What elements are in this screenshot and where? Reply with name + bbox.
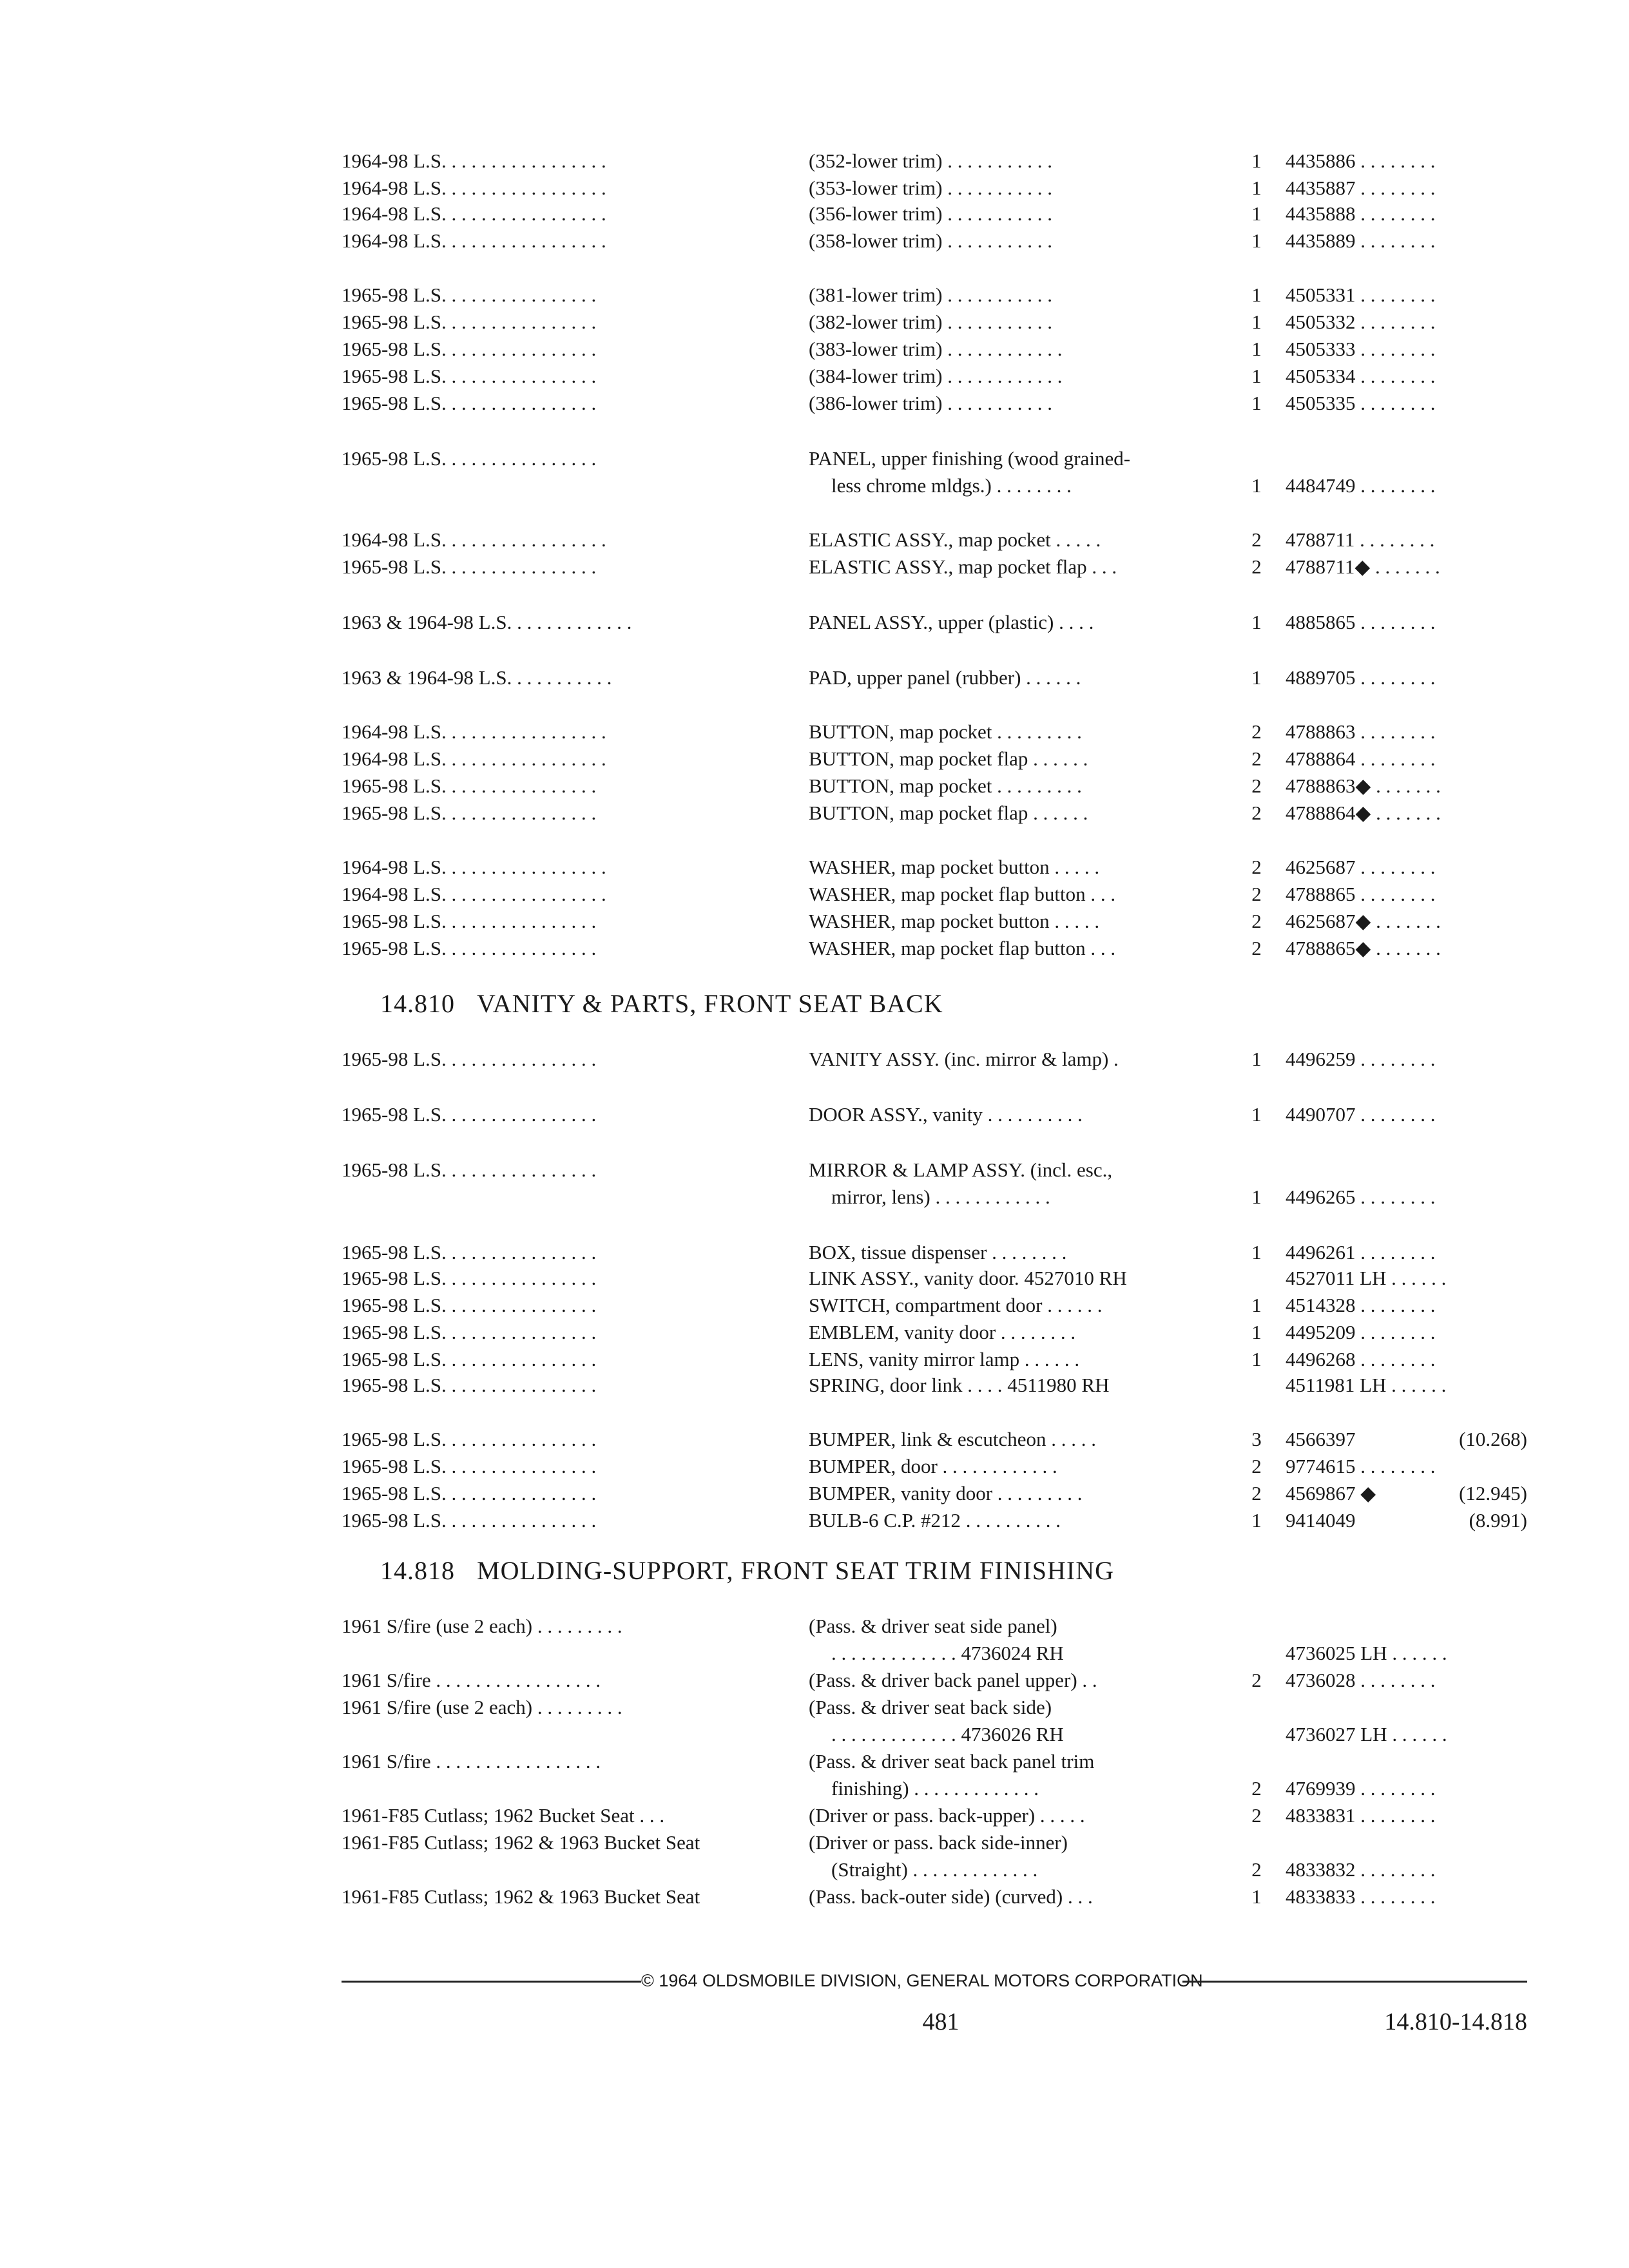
model-application: 1965-98 L.S. . . . . . . . . . . . . . . . [342,311,597,333]
model-application: 1961-F85 Cutlass; 1962 & 1963 Bucket Seat [342,1885,700,1908]
model-application: 1964-98 L.S. . . . . . . . . . . . . . . . . [342,528,606,551]
part-number: 4889705 . . . . . . . . [1286,666,1436,689]
part-number: 9414049 [1286,1509,1356,1532]
part-number: 4788864◆ . . . . . . . [1286,802,1441,824]
part-number: 4505335 . . . . . . . . [1286,392,1436,414]
model-application: 1961-F85 Cutlass; 1962 & 1963 Bucket Seat [342,1831,700,1854]
model-application: 1965-98 L.S. . . . . . . . . . . . . . . . [342,1482,597,1504]
model-application: 1965-98 L.S. . . . . . . . . . . . . . . . [342,1455,597,1477]
catalog-row [342,799,1527,827]
quantity: 2 [1251,1455,1262,1477]
part-description: WASHER, map pocket button . . . . . [809,856,1100,878]
catalog-row [342,718,1527,746]
part-description: WASHER, map pocket button . . . . . [809,910,1100,932]
part-number: 4527011 LH . . . . . . [1286,1267,1447,1289]
catalog-row [342,389,1527,418]
quantity: 1 [1251,149,1262,172]
part-number: 4496259 . . . . . . . . [1286,1048,1436,1070]
part-description: WASHER, map pocket flap button . . . [809,937,1116,959]
part-description: (Driver or pass. back-upper) . . . . . [809,1804,1085,1827]
reference-note: (8.991) [1469,1509,1527,1532]
catalog-row [342,1264,1527,1293]
model-application: 1965-98 L.S. . . . . . . . . . . . . . . . [342,1348,597,1370]
catalog-row [342,1506,1527,1535]
catalog-row [342,772,1527,800]
part-description: (352-lower trim) . . . . . . . . . . . [809,149,1052,172]
quantity: 1 [1251,1294,1262,1316]
catalog-row [342,1371,1527,1399]
part-description: PANEL, upper finishing (wood grained- [809,447,1131,470]
model-application: 1965-98 L.S. . . . . . . . . . . . . . . . [342,1294,597,1316]
part-number: 4496265 . . . . . . . . [1286,1186,1436,1208]
quantity: 2 [1251,910,1262,932]
model-application: 1965-98 L.S. . . . . . . . . . . . . . . . [342,1428,597,1450]
model-application: 1965-98 L.S. . . . . . . . . . . . . . . . [342,1374,597,1396]
part-description: (Driver or pass. back side-inner) [809,1831,1068,1854]
part-description: VANITY ASSY. (inc. mirror & lamp) . [809,1048,1119,1070]
part-description: (Pass. & driver back panel upper) . . [809,1669,1097,1691]
model-application: 1965-98 L.S. . . . . . . . . . . . . . . . [342,1241,597,1264]
model-application: 1965-98 L.S. . . . . . . . . . . . . . . . [342,338,597,360]
catalog-row [342,1100,1527,1129]
model-application: 1961 S/fire (use 2 each) . . . . . . . . . [342,1696,622,1718]
model-application: 1965-98 L.S. . . . . . . . . . . . . . . . [342,1103,597,1126]
catalog-row [342,227,1527,255]
part-description: BOX, tissue dispenser . . . . . . . . [809,1241,1067,1264]
section-title: VANITY & PARTS, FRONT SEAT BACK [477,989,943,1018]
part-number: 4625687◆ . . . . . . . [1286,910,1441,932]
catalog-row [342,1883,1527,1911]
quantity: 1 [1251,611,1262,633]
model-application: 1965-98 L.S. . . . . . . . . . . . . . . . [342,447,597,470]
catalog-row [342,526,1527,554]
part-description: (356-lower trim) . . . . . . . . . . . [809,202,1052,225]
part-number: 4736027 LH . . . . . . [1286,1723,1447,1745]
footer-rule-left [342,1981,641,1983]
model-application: 1963 & 1964-98 L.S. . . . . . . . . . . [342,666,612,689]
catalog-row [342,880,1527,908]
page-number: 481 [922,2008,959,2035]
model-application: 1964-98 L.S. . . . . . . . . . . . . . . . . [342,177,606,199]
section-range: 14.810-14.818 [1384,2008,1527,2035]
quantity: 2 [1251,883,1262,905]
model-application: 1965-98 L.S. . . . . . . . . . . . . . . . [342,1267,597,1289]
part-number: 4788865 . . . . . . . . [1286,883,1436,905]
model-application: 1965-98 L.S. . . . . . . . . . . . . . . . [342,1158,597,1181]
part-number: 4496261 . . . . . . . . [1286,1241,1436,1264]
part-description: PAD, upper panel (rubber) . . . . . . [809,666,1081,689]
part-description: ELASTIC ASSY., map pocket . . . . . [809,528,1101,551]
model-application: 1961 S/fire . . . . . . . . . . . . . . . . . [342,1750,601,1773]
part-number: 4769939 . . . . . . . . [1286,1777,1436,1800]
section-number: 14.818 [380,1556,455,1585]
part-number: 4833833 . . . . . . . . [1286,1885,1436,1908]
model-application: 1965-98 L.S. . . . . . . . . . . . . . . . [342,1321,597,1343]
catalog-row [342,1238,1527,1267]
quantity: 1 [1251,392,1262,414]
model-application: 1964-98 L.S. . . . . . . . . . . . . . . . . [342,202,606,225]
quantity: 1 [1251,1509,1262,1532]
quantity: 1 [1251,202,1262,225]
quantity: 1 [1251,1348,1262,1370]
quantity: 2 [1251,1804,1262,1827]
part-description: (Straight) . . . . . . . . . . . . . [831,1858,1038,1881]
catalog-row [342,147,1527,175]
quantity: 2 [1251,1482,1262,1504]
part-description: PANEL ASSY., upper (plastic) . . . . [809,611,1094,633]
part-description: ELASTIC ASSY., map pocket flap . . . [809,555,1117,578]
part-description: (383-lower trim) . . . . . . . . . . . . [809,338,1063,360]
model-application: 1964-98 L.S. . . . . . . . . . . . . . . . . [342,747,606,770]
part-description: BUMPER, vanity door . . . . . . . . . [809,1482,1083,1504]
part-number: 4885865 . . . . . . . . [1286,611,1436,633]
catalog-row [342,853,1527,881]
part-number: 4435886 . . . . . . . . [1286,149,1436,172]
catalog-row [342,1479,1527,1508]
part-number: 4788864 . . . . . . . . [1286,747,1436,770]
quantity: 3 [1251,1428,1262,1450]
quantity: 1 [1251,1321,1262,1343]
part-description: (353-lower trim) . . . . . . . . . . . [809,177,1052,199]
catalog-row [342,1747,1527,1776]
catalog-row [342,200,1527,228]
copyright-notice: © 1964 OLDSMOBILE DIVISION, GENERAL MOTORS CORPORATION [641,1971,1203,1990]
part-description: SWITCH, compartment door . . . . . . [809,1294,1103,1316]
part-description: BUTTON, map pocket . . . . . . . . . [809,774,1082,797]
catalog-row [342,335,1527,363]
catalog-row [342,1639,1527,1667]
quantity: 1 [1251,284,1262,306]
quantity: 2 [1251,720,1262,743]
model-application: 1965-98 L.S. . . . . . . . . . . . . . . . [342,802,597,824]
quantity: 2 [1251,528,1262,551]
part-number: 4435887 . . . . . . . . [1286,177,1436,199]
part-description: BUTTON, map pocket flap . . . . . . [809,747,1088,770]
part-description: (Pass. & driver seat side panel) [809,1615,1057,1637]
part-number: 4788865◆ . . . . . . . [1286,937,1441,959]
part-number: 4484749 . . . . . . . . [1286,474,1436,497]
model-application: 1964-98 L.S. . . . . . . . . . . . . . . . . [342,883,606,905]
catalog-row [342,1291,1527,1320]
quantity: 2 [1251,1858,1262,1881]
quantity: 1 [1251,311,1262,333]
catalog-row [342,472,1527,500]
quantity: 1 [1251,1103,1262,1126]
model-application: 1965-98 L.S. . . . . . . . . . . . . . . . [342,555,597,578]
part-description: (381-lower trim) . . . . . . . . . . . [809,284,1052,306]
quantity: 2 [1251,856,1262,878]
part-number: 4435888 . . . . . . . . [1286,202,1436,225]
quantity: 2 [1251,1777,1262,1800]
catalog-row [342,308,1527,336]
part-number: 4736028 . . . . . . . . [1286,1669,1436,1691]
footer-rule-right [1182,1981,1527,1983]
catalog-row [342,1045,1527,1073]
catalog-row [342,1829,1527,1857]
part-description: EMBLEM, vanity door . . . . . . . . [809,1321,1076,1343]
part-description: less chrome mldgs.) . . . . . . . . [831,474,1072,497]
model-application: 1965-98 L.S. . . . . . . . . . . . . . . . [342,937,597,959]
part-number: 4788711 . . . . . . . . [1286,528,1435,551]
catalog-row [342,1452,1527,1481]
part-description: BUTTON, map pocket flap . . . . . . [809,802,1088,824]
quantity: 1 [1251,666,1262,689]
part-number: 4505332 . . . . . . . . [1286,311,1436,333]
model-application: 1961-F85 Cutlass; 1962 Bucket Seat . . . [342,1804,665,1827]
catalog-row [342,1720,1527,1749]
catalog-row [342,174,1527,202]
part-description: finishing) . . . . . . . . . . . . . [831,1777,1039,1800]
section-heading [380,986,943,1022]
quantity: 2 [1251,802,1262,824]
part-description: (Pass. & driver seat back panel trim [809,1750,1095,1773]
part-description: WASHER, map pocket flap button . . . [809,883,1116,905]
model-application: 1965-98 L.S. . . . . . . . . . . . . . . . [342,910,597,932]
part-number: 4505334 . . . . . . . . [1286,365,1436,387]
part-number: 4788863 . . . . . . . . [1286,720,1436,743]
part-description: LENS, vanity mirror lamp . . . . . . [809,1348,1080,1370]
part-description: BUTTON, map pocket . . . . . . . . . [809,720,1082,743]
part-number: 9774615 . . . . . . . . [1286,1455,1436,1477]
quantity: 2 [1251,555,1262,578]
section-title: MOLDING-SUPPORT, FRONT SEAT TRIM FINISHING [477,1556,1114,1585]
part-number: 4788863◆ . . . . . . . [1286,774,1441,797]
quantity: 2 [1251,774,1262,797]
catalog-row [342,1425,1527,1454]
part-description: SPRING, door link . . . . 4511980 RH [809,1374,1110,1396]
part-description: BUMPER, door . . . . . . . . . . . . [809,1455,1057,1477]
catalog-row [342,362,1527,390]
catalog-row [342,745,1527,773]
quantity: 1 [1251,1241,1262,1264]
part-number: 4833832 . . . . . . . . [1286,1858,1436,1881]
catalog-row [342,281,1527,309]
part-number: 4495209 . . . . . . . . [1286,1321,1436,1343]
quantity: 1 [1251,1885,1262,1908]
catalog-row [342,664,1527,692]
quantity: 2 [1251,747,1262,770]
part-description: (358-lower trim) . . . . . . . . . . . [809,229,1052,252]
catalog-row [342,1666,1527,1695]
section-heading [380,1553,1114,1589]
section-number: 14.810 [380,989,455,1018]
part-number: 4833831 . . . . . . . . [1286,1804,1436,1827]
part-description: DOOR ASSY., vanity . . . . . . . . . . [809,1103,1083,1126]
part-number: 4435889 . . . . . . . . [1286,229,1436,252]
quantity: 1 [1251,365,1262,387]
quantity: 1 [1251,474,1262,497]
part-description: LINK ASSY., vanity door. 4527010 RH [809,1267,1127,1289]
part-number: 4566397 [1286,1428,1356,1450]
part-number: 4505333 . . . . . . . . [1286,338,1436,360]
part-number: 4490707 . . . . . . . . [1286,1103,1436,1126]
part-description: BULB-6 C.P. #212 . . . . . . . . . . [809,1509,1061,1532]
part-description: MIRROR & LAMP ASSY. (incl. esc., [809,1158,1113,1181]
model-application: 1964-98 L.S. . . . . . . . . . . . . . . . . [342,229,606,252]
model-application: 1965-98 L.S. . . . . . . . . . . . . . . . [342,365,597,387]
catalog-row [342,1856,1527,1884]
quantity: 2 [1251,1669,1262,1691]
part-description: (Pass. & driver seat back side) [809,1696,1052,1718]
quantity: 1 [1251,1048,1262,1070]
part-number: 4496268 . . . . . . . . [1286,1348,1436,1370]
catalog-row [342,1802,1527,1830]
model-application: 1963 & 1964-98 L.S. . . . . . . . . . . . . [342,611,632,633]
part-description: . . . . . . . . . . . . . 4736026 RH [831,1723,1064,1745]
catalog-row [342,1156,1527,1184]
model-application: 1965-98 L.S. . . . . . . . . . . . . . . . [342,392,597,414]
catalog-row [342,445,1527,473]
quantity: 2 [1251,937,1262,959]
quantity: 1 [1251,338,1262,360]
quantity: 1 [1251,177,1262,199]
catalog-row [342,1774,1527,1803]
part-number: 4511981 LH . . . . . . [1286,1374,1447,1396]
catalog-row [342,553,1527,581]
part-number: 4569867 ◆ [1286,1482,1376,1504]
quantity: 1 [1251,1186,1262,1208]
part-number: 4736025 LH . . . . . . [1286,1642,1447,1664]
catalog-row [342,907,1527,936]
catalog-row [342,1345,1527,1374]
model-application: 1961 S/fire (use 2 each) . . . . . . . . . [342,1615,622,1637]
model-application: 1965-98 L.S. . . . . . . . . . . . . . . . [342,774,597,797]
reference-note: (12.945) [1459,1482,1527,1504]
catalog-row [342,608,1527,637]
model-application: 1961 S/fire . . . . . . . . . . . . . . . . . [342,1669,601,1691]
part-description: . . . . . . . . . . . . . 4736024 RH [831,1642,1064,1664]
quantity: 1 [1251,229,1262,252]
part-description: (Pass. back-outer side) (curved) . . . [809,1885,1093,1908]
model-application: 1964-98 L.S. . . . . . . . . . . . . . . . . [342,856,606,878]
catalog-row [342,934,1527,963]
catalog-row [342,1183,1527,1211]
part-description: (384-lower trim) . . . . . . . . . . . . [809,365,1063,387]
part-description: (382-lower trim) . . . . . . . . . . . [809,311,1052,333]
catalog-row [342,1318,1527,1347]
part-description: mirror, lens) . . . . . . . . . . . . [831,1186,1050,1208]
part-description: (386-lower trim) . . . . . . . . . . . [809,392,1052,414]
reference-note: (10.268) [1459,1428,1527,1450]
part-number: 4505331 . . . . . . . . [1286,284,1436,306]
catalog-row [342,1693,1527,1722]
part-number: 4625687 . . . . . . . . [1286,856,1436,878]
model-application: 1964-98 L.S. . . . . . . . . . . . . . . . . [342,149,606,172]
part-number: 4514328 . . . . . . . . [1286,1294,1436,1316]
model-application: 1965-98 L.S. . . . . . . . . . . . . . . . [342,1509,597,1532]
model-application: 1964-98 L.S. . . . . . . . . . . . . . . . . [342,720,606,743]
catalog-row [342,1612,1527,1640]
model-application: 1965-98 L.S. . . . . . . . . . . . . . . . [342,284,597,306]
part-number: 4788711◆ . . . . . . . [1286,555,1440,578]
model-application: 1965-98 L.S. . . . . . . . . . . . . . . . [342,1048,597,1070]
part-description: BUMPER, link & escutcheon . . . . . [809,1428,1097,1450]
